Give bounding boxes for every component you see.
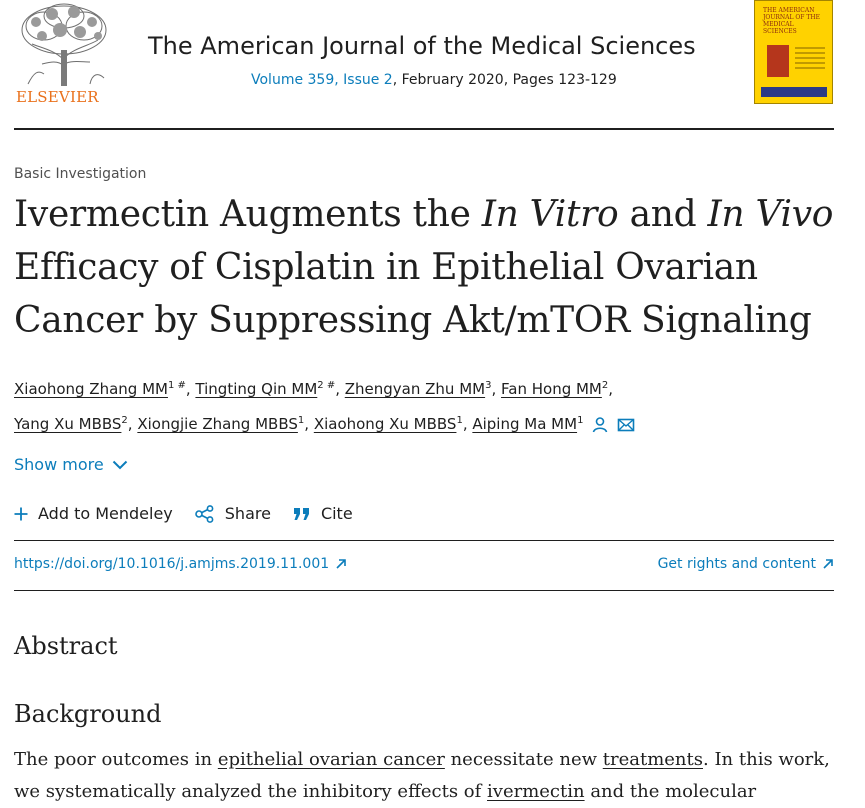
- divider: [14, 590, 834, 591]
- cover-footer: [761, 87, 827, 97]
- person-icon[interactable]: [591, 416, 609, 434]
- journal-title-link[interactable]: The American Journal of the Medical Sciences: [148, 32, 696, 60]
- author-item: Tingting Qin $MM^{2 \#}$,: [195, 380, 345, 398]
- mail-icon[interactable]: [617, 417, 635, 433]
- cover-title: THE AMERICAN JOURNAL OF THE MEDICAL SCIENCES: [763, 7, 820, 35]
- divider: [14, 540, 834, 541]
- article-title: Ivermectin Augments the In Vitro and In Vivo Efficacy of Cisplatin in Epithelial Ovarian Cancer by Suppressing Akt/mTOR Signaling: [14, 194, 834, 341]
- author-item: Xiaohong Xu MBBS$^1$,: [313, 415, 473, 433]
- author-link[interactable]: Xiaohong Zhang MM: [14, 380, 168, 398]
- cover-art: [767, 45, 789, 77]
- article-category: Basic Investigation: [14, 166, 147, 182]
- author-item: Aiping Ma $MM^1$: [472, 415, 584, 433]
- author-link[interactable]: Fan Hong MM: [501, 380, 602, 398]
- topic-link[interactable]: treatments: [602, 749, 703, 770]
- external-arrow-icon: [335, 558, 347, 570]
- cite-label: Cite: [320, 504, 353, 523]
- plus-icon: [14, 507, 28, 521]
- show-more-label: Show more: [14, 455, 104, 474]
- cover-lines: [795, 47, 825, 72]
- doi-link[interactable]: [14, 556, 347, 572]
- tree-logo: [14, 0, 114, 88]
- elsevier-logo[interactable]: [14, 0, 114, 106]
- author-icons: [591, 409, 643, 440]
- author-item: Xiaohong Zhang $MM^{1 \#}$,: [14, 380, 196, 398]
- share-label: Share: [224, 504, 271, 523]
- journal-cover-image[interactable]: [754, 0, 833, 104]
- share-button[interactable]: [195, 504, 271, 523]
- author-item: Yang Xu MBBS$^2$,: [14, 415, 138, 433]
- issue-info: [251, 72, 617, 88]
- author-link[interactable]: Aiping Ma MM: [472, 415, 578, 433]
- background-heading: Background: [14, 700, 162, 728]
- author-item: Zhengyan Zhu $MM^3$,: [344, 380, 502, 398]
- share-icon: [195, 505, 215, 523]
- show-more-button[interactable]: [14, 455, 128, 474]
- add-to-mendeley-button[interactable]: [14, 504, 173, 523]
- author-item: Fan Hong $MM^2$,: [501, 380, 614, 398]
- abstract-heading: Abstract: [14, 632, 118, 660]
- date-pages: , February 2020, Pages 123-129: [392, 72, 617, 88]
- volume-issue-link[interactable]: Volume 359, Issue 2: [251, 72, 393, 88]
- add-to-mendeley-label: Add to Mendeley: [38, 504, 173, 523]
- author-item: Xiongjie Zhang MBBS$^1$,: [137, 415, 314, 433]
- journal-header: [14, 0, 834, 130]
- cite-button[interactable]: [293, 504, 353, 523]
- author-link[interactable]: Xiongjie Zhang MBBS: [137, 415, 298, 433]
- quote-icon: [293, 507, 311, 521]
- author-link[interactable]: Yang Xu MBBS: [14, 415, 122, 433]
- doi-text: https://doi.org/10.1016/j.amjms.2019.11.001: [14, 556, 330, 572]
- author-list: [14, 370, 834, 440]
- author-link[interactable]: Tingting Qin MM: [195, 380, 318, 398]
- external-arrow-icon: [822, 558, 834, 570]
- abstract-paragraph: The poor outcomes in epithelial ovarian cancer necessitate new treatments. In this work, we systematically analyzed the inhibitory effects of ivermectin and the molecular: [14, 749, 830, 802]
- topic-link[interactable]: ivermectin: [487, 781, 585, 802]
- topic-link[interactable]: epithelial ovarian cancer: [217, 749, 445, 770]
- get-rights-label: Get rights and content: [657, 556, 816, 572]
- elsevier-wordmark: ELSEVIER: [16, 88, 99, 106]
- get-rights-link[interactable]: [658, 556, 834, 572]
- author-link[interactable]: Zhengyan Zhu MM: [344, 380, 486, 398]
- chevron-down-icon: [112, 460, 128, 470]
- article-actions: [14, 504, 375, 523]
- author-link[interactable]: Xiaohong Xu MBBS: [313, 415, 457, 433]
